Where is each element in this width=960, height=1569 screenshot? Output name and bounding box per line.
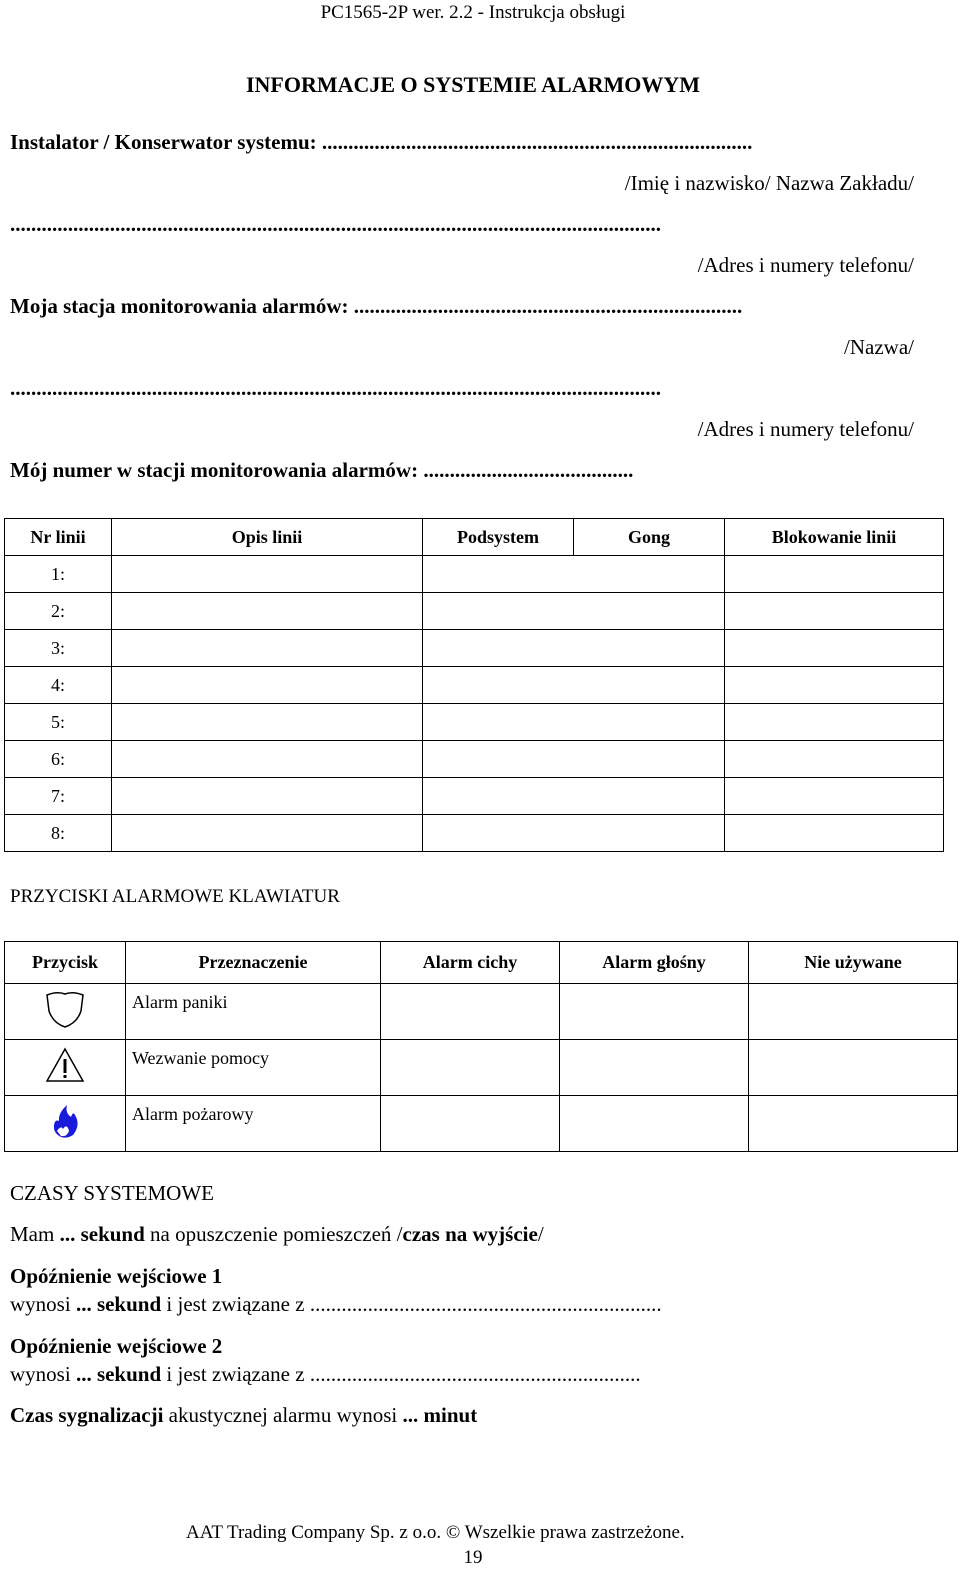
zone-number: 5: — [5, 704, 112, 741]
installer-dots: .................................................................................. — [321, 130, 753, 154]
keys-col-purpose: Przeznaczenie — [126, 942, 381, 984]
installer-name-caption: /Imię i nazwisko/ Nazwa Zakładu/ — [624, 171, 914, 195]
table-cell[interactable] — [381, 1040, 560, 1096]
table-row — [5, 741, 944, 778]
table-cell[interactable] — [725, 815, 944, 852]
table-cell[interactable] — [112, 593, 423, 630]
keys-col-audible: Alarm głośny — [560, 942, 749, 984]
exit-time-line — [10, 1222, 544, 1247]
table-cell[interactable] — [423, 778, 725, 815]
table-row — [5, 1040, 958, 1096]
zones-table — [4, 518, 944, 852]
zone-number: 4: — [5, 667, 112, 704]
key-purpose: Wezwanie pomocy — [126, 1040, 381, 1096]
table-cell[interactable] — [725, 667, 944, 704]
table-cell[interactable] — [725, 741, 944, 778]
zone-number: 6: — [5, 741, 112, 778]
key-cell — [5, 1040, 126, 1096]
table-cell[interactable] — [423, 667, 725, 704]
table-row — [5, 984, 958, 1040]
times-section-title: CZASY SYSTEMOWE — [10, 1181, 214, 1205]
delay1-middle: i jest związane z — [161, 1292, 310, 1316]
my-number-dots: ........................................ — [423, 458, 634, 482]
table-cell[interactable] — [423, 741, 725, 778]
zones-table-header — [5, 519, 944, 556]
table-cell[interactable] — [423, 630, 725, 667]
page-number: 19 — [463, 1547, 483, 1568]
table-cell[interactable] — [560, 1040, 749, 1096]
flame-icon — [43, 1101, 87, 1141]
my-number-line — [10, 458, 633, 483]
table-cell[interactable] — [423, 556, 725, 593]
warning-triangle-icon — [43, 1045, 87, 1085]
table-row — [5, 704, 944, 741]
delay1-prefix: wynosi — [10, 1292, 76, 1316]
delay2-middle: i jest związane z — [161, 1362, 310, 1386]
zone-number: 8: — [5, 815, 112, 852]
station-name-caption: /Nazwa/ — [844, 335, 914, 359]
entry-delay-1-title: Opóźnienie wejściowe 1 — [10, 1264, 223, 1288]
exit-prefix: Mam — [10, 1222, 60, 1246]
delay2-seconds: ... sekund — [75, 1362, 162, 1386]
zone-number: 1: — [5, 556, 112, 593]
siren-middle: akustycznej alarmu wynosi — [163, 1403, 403, 1427]
table-cell[interactable] — [112, 778, 423, 815]
installer-line — [10, 130, 752, 155]
table-cell[interactable] — [749, 984, 958, 1040]
table-cell[interactable] — [112, 630, 423, 667]
key-purpose: Alarm pożarowy — [126, 1096, 381, 1152]
table-row — [5, 630, 944, 667]
table-row — [5, 778, 944, 815]
installer-label: Instalator / Konserwator systemu: — [10, 130, 322, 154]
zone-number: 7: — [5, 778, 112, 815]
table-cell[interactable] — [112, 667, 423, 704]
delay1-dots: ................................................................... — [309, 1292, 662, 1316]
zones-col-number: Nr linii — [5, 519, 112, 556]
table-row — [5, 815, 944, 852]
key-purpose: Alarm paniki — [126, 984, 381, 1040]
shield-icon — [43, 989, 87, 1029]
table-cell[interactable] — [112, 556, 423, 593]
table-cell[interactable] — [423, 704, 725, 741]
page-title: INFORMACJE O SYSTEMIE ALARMOWYM — [245, 72, 701, 97]
zones-col-chime: Gong — [574, 519, 725, 556]
installer-address-caption: /Adres i numery telefonu/ — [697, 253, 914, 277]
delay1-seconds: ... sekund — [75, 1292, 162, 1316]
table-cell[interactable] — [381, 984, 560, 1040]
exit-term: czas na wyjście — [402, 1222, 538, 1246]
entry-delay-1-line — [10, 1292, 662, 1317]
table-cell[interactable] — [725, 630, 944, 667]
station-dots: .......................................................................... — [353, 294, 743, 318]
keys-col-silent: Alarm cichy — [381, 942, 560, 984]
table-cell[interactable] — [112, 704, 423, 741]
table-cell[interactable] — [112, 741, 423, 778]
key-cell — [5, 1096, 126, 1152]
table-cell[interactable] — [560, 984, 749, 1040]
keys-col-key: Przycisk — [5, 942, 126, 984]
siren-time-line — [10, 1403, 477, 1428]
table-cell[interactable] — [725, 556, 944, 593]
table-row — [5, 556, 944, 593]
zones-col-bypass: Blokowanie linii — [725, 519, 944, 556]
entry-delay-2-title: Opóźnienie wejściowe 2 — [10, 1334, 223, 1358]
table-cell[interactable] — [423, 815, 725, 852]
station-label: Moja stacja monitorowania alarmów: — [10, 294, 354, 318]
station-address-dots: ............................................................................................................................ — [10, 376, 661, 400]
siren-term: Czas sygnalizacji — [10, 1403, 164, 1427]
delay2-dots: ............................................................... — [309, 1362, 641, 1386]
keys-section-title: PRZYCISKI ALARMOWE KLAWIATUR — [10, 886, 340, 907]
table-cell[interactable] — [423, 593, 725, 630]
delay2-prefix: wynosi — [10, 1362, 76, 1386]
table-cell[interactable] — [112, 815, 423, 852]
table-row — [5, 593, 944, 630]
zones-col-description: Opis linii — [112, 519, 423, 556]
table-cell[interactable] — [725, 778, 944, 815]
keys-table-header — [5, 942, 958, 984]
exit-middle: na opuszczenie pomieszczeń / — [144, 1222, 403, 1246]
keys-col-unused: Nie używane — [749, 942, 958, 984]
station-address-caption: /Adres i numery telefonu/ — [697, 417, 914, 441]
zones-col-partition: Podsystem — [423, 519, 574, 556]
entry-delay-2-line — [10, 1362, 641, 1387]
exit-end: / — [537, 1222, 544, 1246]
zone-number: 2: — [5, 593, 112, 630]
page-header: PC1565-2P wer. 2.2 - Instrukcja obsługi — [320, 2, 626, 23]
my-number-label: Mój numer w stacji monitorowania alarmów: — [10, 458, 424, 482]
siren-minutes: ... minut — [402, 1403, 478, 1427]
table-cell[interactable] — [381, 1096, 560, 1152]
page-footer: AAT Trading Company Sp. z o.o. © Wszelkie prawa zastrzeżone. — [186, 1522, 685, 1543]
table-cell[interactable] — [560, 1096, 749, 1152]
station-line — [10, 294, 742, 319]
table-cell[interactable] — [725, 704, 944, 741]
table-row — [5, 667, 944, 704]
exit-seconds: ... sekund — [59, 1222, 145, 1246]
key-cell — [5, 984, 126, 1040]
table-row — [5, 1096, 958, 1152]
table-cell[interactable] — [725, 593, 944, 630]
zone-number: 3: — [5, 630, 112, 667]
keys-table — [4, 941, 958, 1152]
table-cell[interactable] — [749, 1096, 958, 1152]
installer-address-dots: ............................................................................................................................ — [10, 212, 661, 236]
table-cell[interactable] — [749, 1040, 958, 1096]
